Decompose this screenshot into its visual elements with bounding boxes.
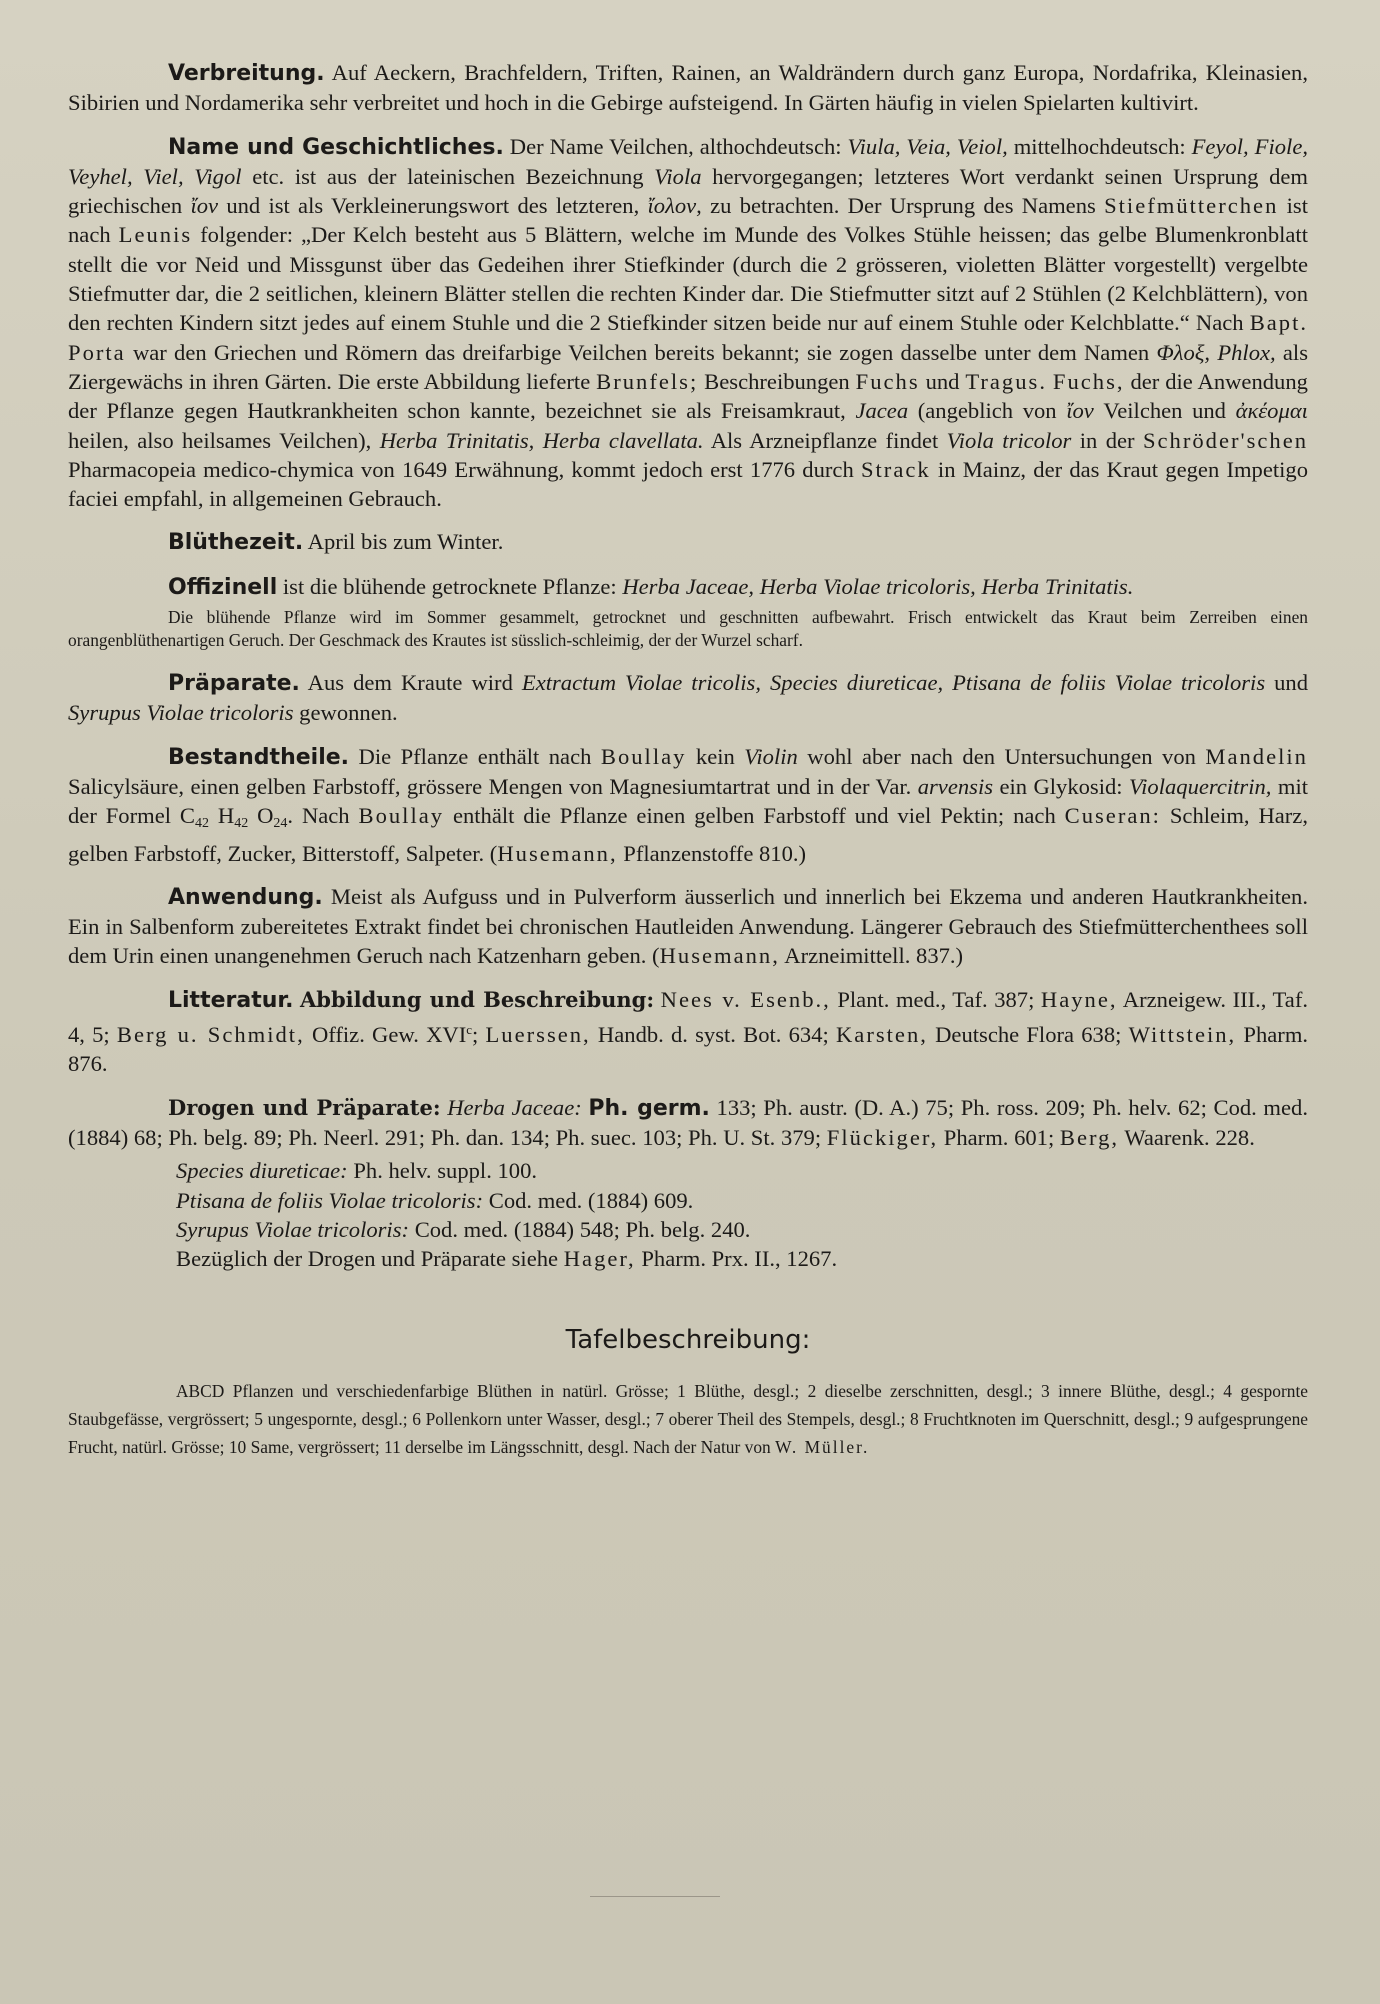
section-praeparate: Präparate. Aus dem Kraute wird Extractum Violae tricolis, Species diureticae, Ptisana de foliis Violae tricoloris und Syrupus Violae tricoloris gewonnen. [68,670,1309,726]
tafel-title: Tafelbeschreibung: [565,1325,811,1356]
section-anwendung: Anwendung. Meist als Aufguss und in Pulverform äusserlich und innerlich bei Ekzema und anderen Hautkrankheiten. Ein in Salbenform zubereitetes Extrakt findet bei chronischen Hautleiden Anwendung. Längerer Gebrauch des Stiefmütterchenthees soll dem Urin einen unangenehmen Geruch nach Katzenharn geben. (Husemann, Arzneimittell. 837.) [68,883,1308,969]
drogen-line: Syrupus Violae tricoloris: Cod. med. (1884) 548; Ph. belg. 240. [176,1216,751,1242]
chemical-formula: $C_{42}$ $H_{42}$ $O_{24}$ [179,803,288,832]
section-litteratur: Litteratur. Abbildung und Beschreibung: Nees v. Esenb., Plant. med., Taf. 387; Hayne, Arzneigew. III., Taf. 4, 5; Berg u. Schmidt, Offiz. Gew. XVI$^c$; Luerssen, Handb. d. syst. Bot. 634; Karsten, Deutsche Flora 638; Wittstein, Pharm. 876. [68,986,1309,1077]
offizinell-note: Die blühende Pflanze wird im Sommer gesammelt, getrocknet und geschnitten aufbewahrt. Frisch entwickelt das Kraut beim Zerreiben einen orangenblüthenartigen Geruch. Der Geschmack des Krautes ist süsslich-schleimig, der der Wurzel scharf. [68,607,1308,651]
section-bestandtheile: Bestandtheile. Die Pflanze enthält nach Boullay kein Violin wohl aber nach den Untersuchungen von Mandelin Salicylsäure, einen gelben Farbstoff, grössere Mengen von Magnesiumtartrat und in der Var. arvensis ein Glykosid: Violaquercitrin, mit der Formel $C_{42}$ $H_{42}$ $O_{24}$. Nach Boullay enthält die Pflanze einen gelben Farbstoff und viel Pektin; nach Cuseran: Schleim, Harz, gelben Farbstoff, Zucker, Bitterstoff, Salpeter. (Husemann, Pflanzenstoffe 810.) [68,743,1309,866]
section-drogen: Drogen und Präparate: Herba Jaceae: Ph. germ. 133; Ph. austr. (D. A.) 75; Ph. ross. 209; Ph. helv. 62; Cod. med. (1884) 68; Ph. belg. 89; Ph. Neerl. 291; Ph. dan. 134; Ph. suec. 103; Ph. U. St. 379; Flückiger, Pharm. 601; Berg, Waarenk. 228. [68,1094,1308,1150]
heading-name-geschichte: Name und Geschichtliches. [168,134,504,160]
drogen-last-line: Bezüglich der Drogen und Präparate siehe Hager, Pharm. Prx. II., 1267. [176,1246,838,1272]
document-body [68,58,1308,1461]
heading-drogen: Drogen und Präparate: [168,1094,441,1120]
footer-divider [590,1896,720,1897]
heading-praeparate: Präparate. [168,671,300,697]
section-verbreitung: Verbreitung. Auf Aeckern, Brachfeldern, Triften, Rainen, an Waldrändern durch ganz Europa, Nordafrika, Kleinasien, Sibirien und Nordamerika sehr verbreitet und hoch in die Gebirge aufsteigend. In Gärten häufig in vielen Spielarten kultivirt. [68,60,1308,116]
drogen-line: Species diureticae: Ph. helv. suppl. 100. [176,1158,538,1184]
section-bluethezeit: Blüthezeit. April bis zum Winter. [168,529,504,556]
section-name-geschichte: Name und Geschichtliches. Der Name Veilchen, althochdeutsch: Viula, Veia, Veiol, mittelhochdeutsch: Feyol, Fiole, Veyhel, Viel, Vigol etc. ist aus der lateinischen Bezeichnung Viola hervorgegangen; letzteres Wort verdankt seinen Ursprung dem griechischen ἴον und ist als Verkleinerungswort des letzteren, ἴολον, zu betrachten. Der Ursprung des Namens Stiefmütterchen ist nach Leunis folgender: „Der Kelch besteht aus 5 Blättern, welche im Munde des Volkes Stühle heissen; das gelbe Blumenkronblatt stellt die vor Neid und Missgunst über das Gedeihen ihrer Stiefkinder (durch die 2 grösseren, violetten Blätter vorgestellt) vergelbte Stiefmutter dar, die 2 seitlichen, kleinern Blätter stellen die rechten Kinder dar. Die Stiefmutter sitzt auf 2 Stühlen (2 Kelchblättern), von den rechten Kindern sitzt jedes auf einem Stuhle und die 2 Stiefkinder sitzen beide nur auf einem Stuhle oder Kelchblatte.“ Nach Bapt. Porta war den Griechen und Römern das dreifarbige Veilchen bereits bekannt; sie zogen dasselbe unter dem Namen Φλοξ, Phlox, als Ziergewächs in ihren Gärten. Die erste Abbildung lieferte Brunfels; Beschreibungen Fuchs und Tragus. Fuchs, der die Anwendung der Pflanze gegen Hautkrankheiten schon kannte, bezeichnet sie als Freisamkraut, Jacea (angeblich von ἴον Veilchen und ἀκέομαι heilen, also heilsames Veilchen), Herba Trinitatis, Herba clavellata. Als Arzneipflanze findet Viola tricolor in der Schröder'schen Pharmacopeia medico-chymica von 1649 Erwähnung, kommt jedoch erst 1776 durch Strack in Mainz, der das Kraut gegen Impetigo faciei empfahl, in allgemeinen Gebrauch. [68,133,1309,512]
section-offizinell: Offizinell ist die blühende getrocknete Pflanze: Herba Jaceae, Herba Violae tricoloris, Herba Trinitatis. [168,573,1134,600]
heading-bestandtheile: Bestandtheile. [168,744,350,770]
heading-litteratur: Litteratur. [168,987,294,1013]
drogen-line: Ptisana de foliis Violae tricoloris: Cod. med. (1884) 609. [176,1187,694,1213]
heading-verbreitung: Verbreitung. [168,61,325,86]
heading-anwendung: Anwendung. [168,884,323,910]
heading-offizinell: Offizinell [168,574,278,600]
tafel-caption: ABCD Pflanzen und verschiedenfarbige Blüthen in natürl. Grösse; 1 Blüthe, desgl.; 2 dieselbe zerschnitten, desgl.; 3 innere Blüthe, desgl.; 4 gespornte Staubgefässe, vergrössert; 5 ungespornte, desgl.; 6 Pollenkorn unter Wasser, desgl.; 7 oberer Theil des Stempels, desgl.; 8 Fruchtknoten im Querschnitt, desgl.; 9 aufgesprungene Frucht, natürl. Grösse; 10 Same, vergrössert; 11 derselbe im Längsschnitt, desgl. Nach der Natur von W. Müller. [68,1381,1308,1458]
heading-bluethezeit: Blüthezeit. [168,530,304,556]
